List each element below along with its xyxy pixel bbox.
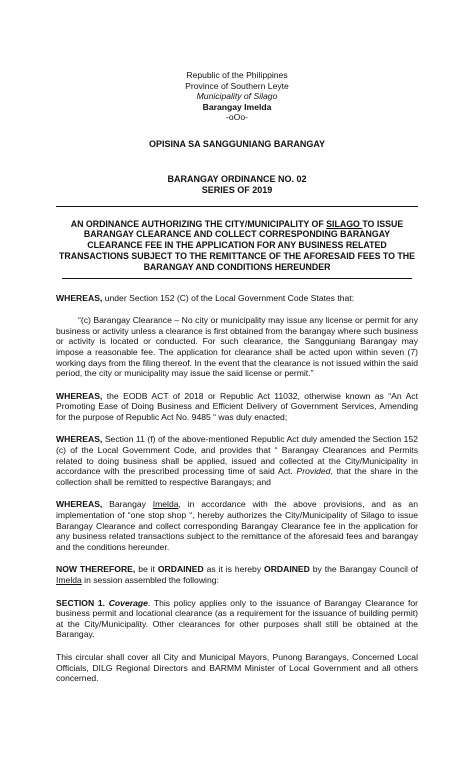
- whereas-text: the EODB ACT of 2018 or Republic Act 11032, otherwise known as “An Act Promoting Ease of Doing Business and Efficient Delivery of Government Services, Amending for the purpose of Republic Act No. 9485 “ was duly enacted;: [56, 390, 418, 422]
- title-part1: AN ORDINANCE AUTHORIZING THE CITY/MUNICIPALITY OF: [70, 218, 327, 229]
- whereas-label: WHEREAS,: [56, 390, 103, 401]
- title-rule-bottom: [62, 278, 412, 279]
- title-place: SILAGO: [326, 218, 363, 229]
- letterhead-republic: Republic of the Philippines: [186, 70, 288, 80]
- whereas-text: under Section 152 (C) of the Local Government Code States that:: [102, 292, 355, 303]
- quoted-provision: “(c) Barangay Clearance – No city or municipality may issue any license or permit for any business or activity unless a clearance is first obtained from the barangay where such business or activity is located or conducted. For such clearance, the Sangguniang Barangay may impose a reasonable fee. The application for clearance shall be acted upon within seven (7) working days from the filing thereof. In the event that the clearance is not issued within the said period, the city or municipality may issue the said license or permit.”: [56, 315, 418, 379]
- ordained-term-1: ORDAINED: [157, 564, 204, 575]
- whereas-label: WHEREAS,: [56, 292, 103, 303]
- now-therefore-label: NOW THEREFORE,: [56, 564, 136, 575]
- title-part2: TO ISSUE BARANGAY CLEARANCE AND COLLECT CORRESPONDING BARANGAY CLEARANCE FEE IN THE APPLICATION FOR ANY BUSINESS RELATED TRANSACTIONS SUBJECT TO THE REMITTANCE OF THE AFORESAID FEES TO THE BARANGAY AND CONDITIONS HEREUNDER: [59, 218, 415, 272]
- section-label: SECTION 1.: [56, 597, 106, 608]
- letterhead-province: Province of Southern Leyte: [185, 80, 289, 91]
- ordinance-number: BARANGAY ORDINANCE NO. 02: [167, 173, 307, 184]
- provided-term: Provided: [296, 466, 331, 477]
- section-heading: Coverage: [105, 597, 148, 608]
- now-therefore-text-3: by the Barangay Council of: [309, 564, 418, 575]
- whereas-paragraph-4: [56, 499, 418, 552]
- barangay-name: Imelda: [152, 499, 179, 510]
- ordinance-series: SERIES OF 2019: [201, 184, 273, 195]
- closing-paragraph: This circular shall cover all City and Municipal Mayors, Punong Barangays, Concerned Local Officials, DILG Regional Directors and BARMM Minister of Local Government and all others concerned.: [56, 651, 418, 684]
- office-name: OPISINA SA SANGGUNIANG BARANGAY: [148, 138, 326, 149]
- ordained-term-2: ORDAINED: [264, 564, 310, 575]
- now-therefore-text-4: in session assembled the following:: [81, 575, 219, 586]
- letterhead-barangay: Barangay Imelda: [202, 101, 272, 112]
- whereas-label: WHEREAS,: [56, 434, 103, 445]
- letterhead-separator: -oOo-: [226, 112, 248, 123]
- whereas-text: Section 11 (f) of the above-mentioned Republic Act duly amended the Section 152 (c) of the Local Government Code, and provides that “ Barangay Clearances and Permits related to doing business shall be applied, issued and collected at the City/Municipality in accordance with the prescribed processing time of said Act.: [56, 434, 418, 477]
- ordinance-number-block: [56, 174, 418, 196]
- section-text: . This policy applies only to the issuance of Barangay Clearance for business permit and locational clearance (as a requirement for the issuance of building permit) at the City/Municipality. Other clearances for other purposes shall still be obtained at the Barangay.: [56, 597, 418, 640]
- whereas-paragraph-2: [56, 391, 418, 423]
- ordinance-title: [56, 219, 418, 273]
- whereas-text-continued: , in accordance with the above provisions, and as an implementation of “one stop shop “, hereby authorizes the City/Municipality of Silago to issue Barangay Clearance and collect corresponding Barangay Clearance fee in the application for any business related transactions subject to the remittance of the aforesaid fees and barangay and the conditions hereunder.: [56, 499, 418, 552]
- letterhead-municipality: Municipality of Silago: [196, 91, 278, 102]
- whereas-text-continued: , that the share in the collection shall be remitted to respective Barangays; and: [56, 466, 418, 487]
- whereas-paragraph-1: [56, 293, 418, 304]
- now-therefore-text-1: be it: [135, 564, 158, 575]
- whereas-text: Barangay: [102, 499, 153, 510]
- whereas-paragraph-3: [56, 434, 418, 487]
- whereas-label: WHEREAS,: [56, 499, 103, 510]
- now-therefore-text-2: as it is hereby: [203, 564, 265, 575]
- barangay-name: Imelda: [56, 575, 82, 586]
- title-rule-top: [56, 206, 418, 207]
- letterhead: [56, 70, 418, 123]
- now-therefore-paragraph: [56, 564, 418, 585]
- section-1-paragraph: [56, 598, 418, 640]
